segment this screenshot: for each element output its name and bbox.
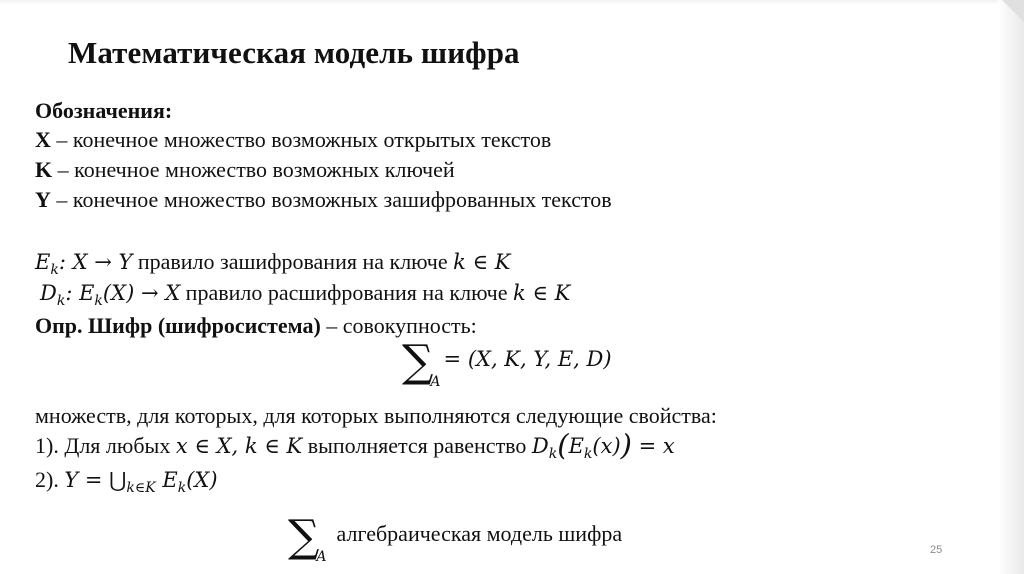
notation-heading: Обозначения: bbox=[35, 98, 173, 123]
property-1-label: 1). Для любых bbox=[35, 433, 176, 458]
tuple-text: = (X, K, Y, E, D) bbox=[443, 347, 612, 371]
definition-x-text: – конечное множество возможных открытых текстов bbox=[50, 127, 552, 152]
properties-intro: множеств, для которых, для которых выполняются следующие свойства: bbox=[35, 403, 717, 428]
property-2-equation: $Y = ⋃_{k\in K}$ $E_k(X)$ bbox=[64, 468, 218, 496]
property-1-mid: выполняется равенство bbox=[302, 433, 532, 458]
property-2-label: 2). bbox=[35, 467, 65, 492]
cipher-definition bbox=[35, 312, 477, 339]
property-1 bbox=[35, 428, 675, 462]
slide-corner-fold bbox=[1002, 0, 1024, 22]
property-1-condition: x ∈ X, k ∈ K bbox=[175, 434, 303, 458]
definition-x bbox=[35, 126, 551, 153]
slide-right-border bbox=[998, 0, 1024, 574]
sum-symbol: ∑ bbox=[402, 336, 434, 387]
definition-k-symbol: K bbox=[35, 157, 53, 182]
definition-y-symbol: Y bbox=[35, 187, 51, 212]
definition-k-text: – конечное множество возможных ключей bbox=[52, 157, 455, 182]
definition-label: Опр. Шифр (шифросистема) bbox=[35, 313, 321, 338]
definition-k bbox=[35, 156, 455, 183]
dec-key-formula: k ∈ K bbox=[513, 281, 571, 305]
dec-text: правило расшифрования на ключе bbox=[180, 280, 514, 305]
decryption-rule bbox=[40, 279, 570, 307]
enc-key-formula: k ∈ K bbox=[453, 250, 511, 274]
definition-y bbox=[35, 186, 612, 213]
algebraic-model-formula bbox=[288, 511, 623, 565]
definition-y-text: – конечное множество возможных зашифрованных текстов bbox=[50, 187, 612, 212]
dec-formula: $D_k$: $E_k(X) \to X$ bbox=[40, 281, 181, 309]
sum-symbol-2: ∑ bbox=[288, 511, 320, 562]
slide-top-border bbox=[0, 0, 1024, 4]
definition-x-symbol: X bbox=[35, 127, 51, 152]
algebraic-model-text: алгебраическая модель шифра bbox=[336, 521, 623, 546]
page-number: 25 bbox=[930, 544, 943, 556]
property-1-equation: $D_k(E_k(x)) = x$ bbox=[531, 428, 675, 462]
sum-subscript: A bbox=[430, 374, 441, 390]
cipher-tuple-formula bbox=[402, 336, 612, 390]
property-2 bbox=[35, 466, 218, 494]
enc-formula: $E_k$: X → Y bbox=[35, 250, 133, 278]
definition-rest: – совокупность: bbox=[320, 313, 477, 338]
slide-title: Математическая модель шифра bbox=[68, 35, 520, 70]
enc-text: правило зашифрования на ключе bbox=[132, 249, 454, 274]
sum-subscript-2: A bbox=[316, 549, 327, 565]
encryption-rule bbox=[35, 248, 510, 276]
